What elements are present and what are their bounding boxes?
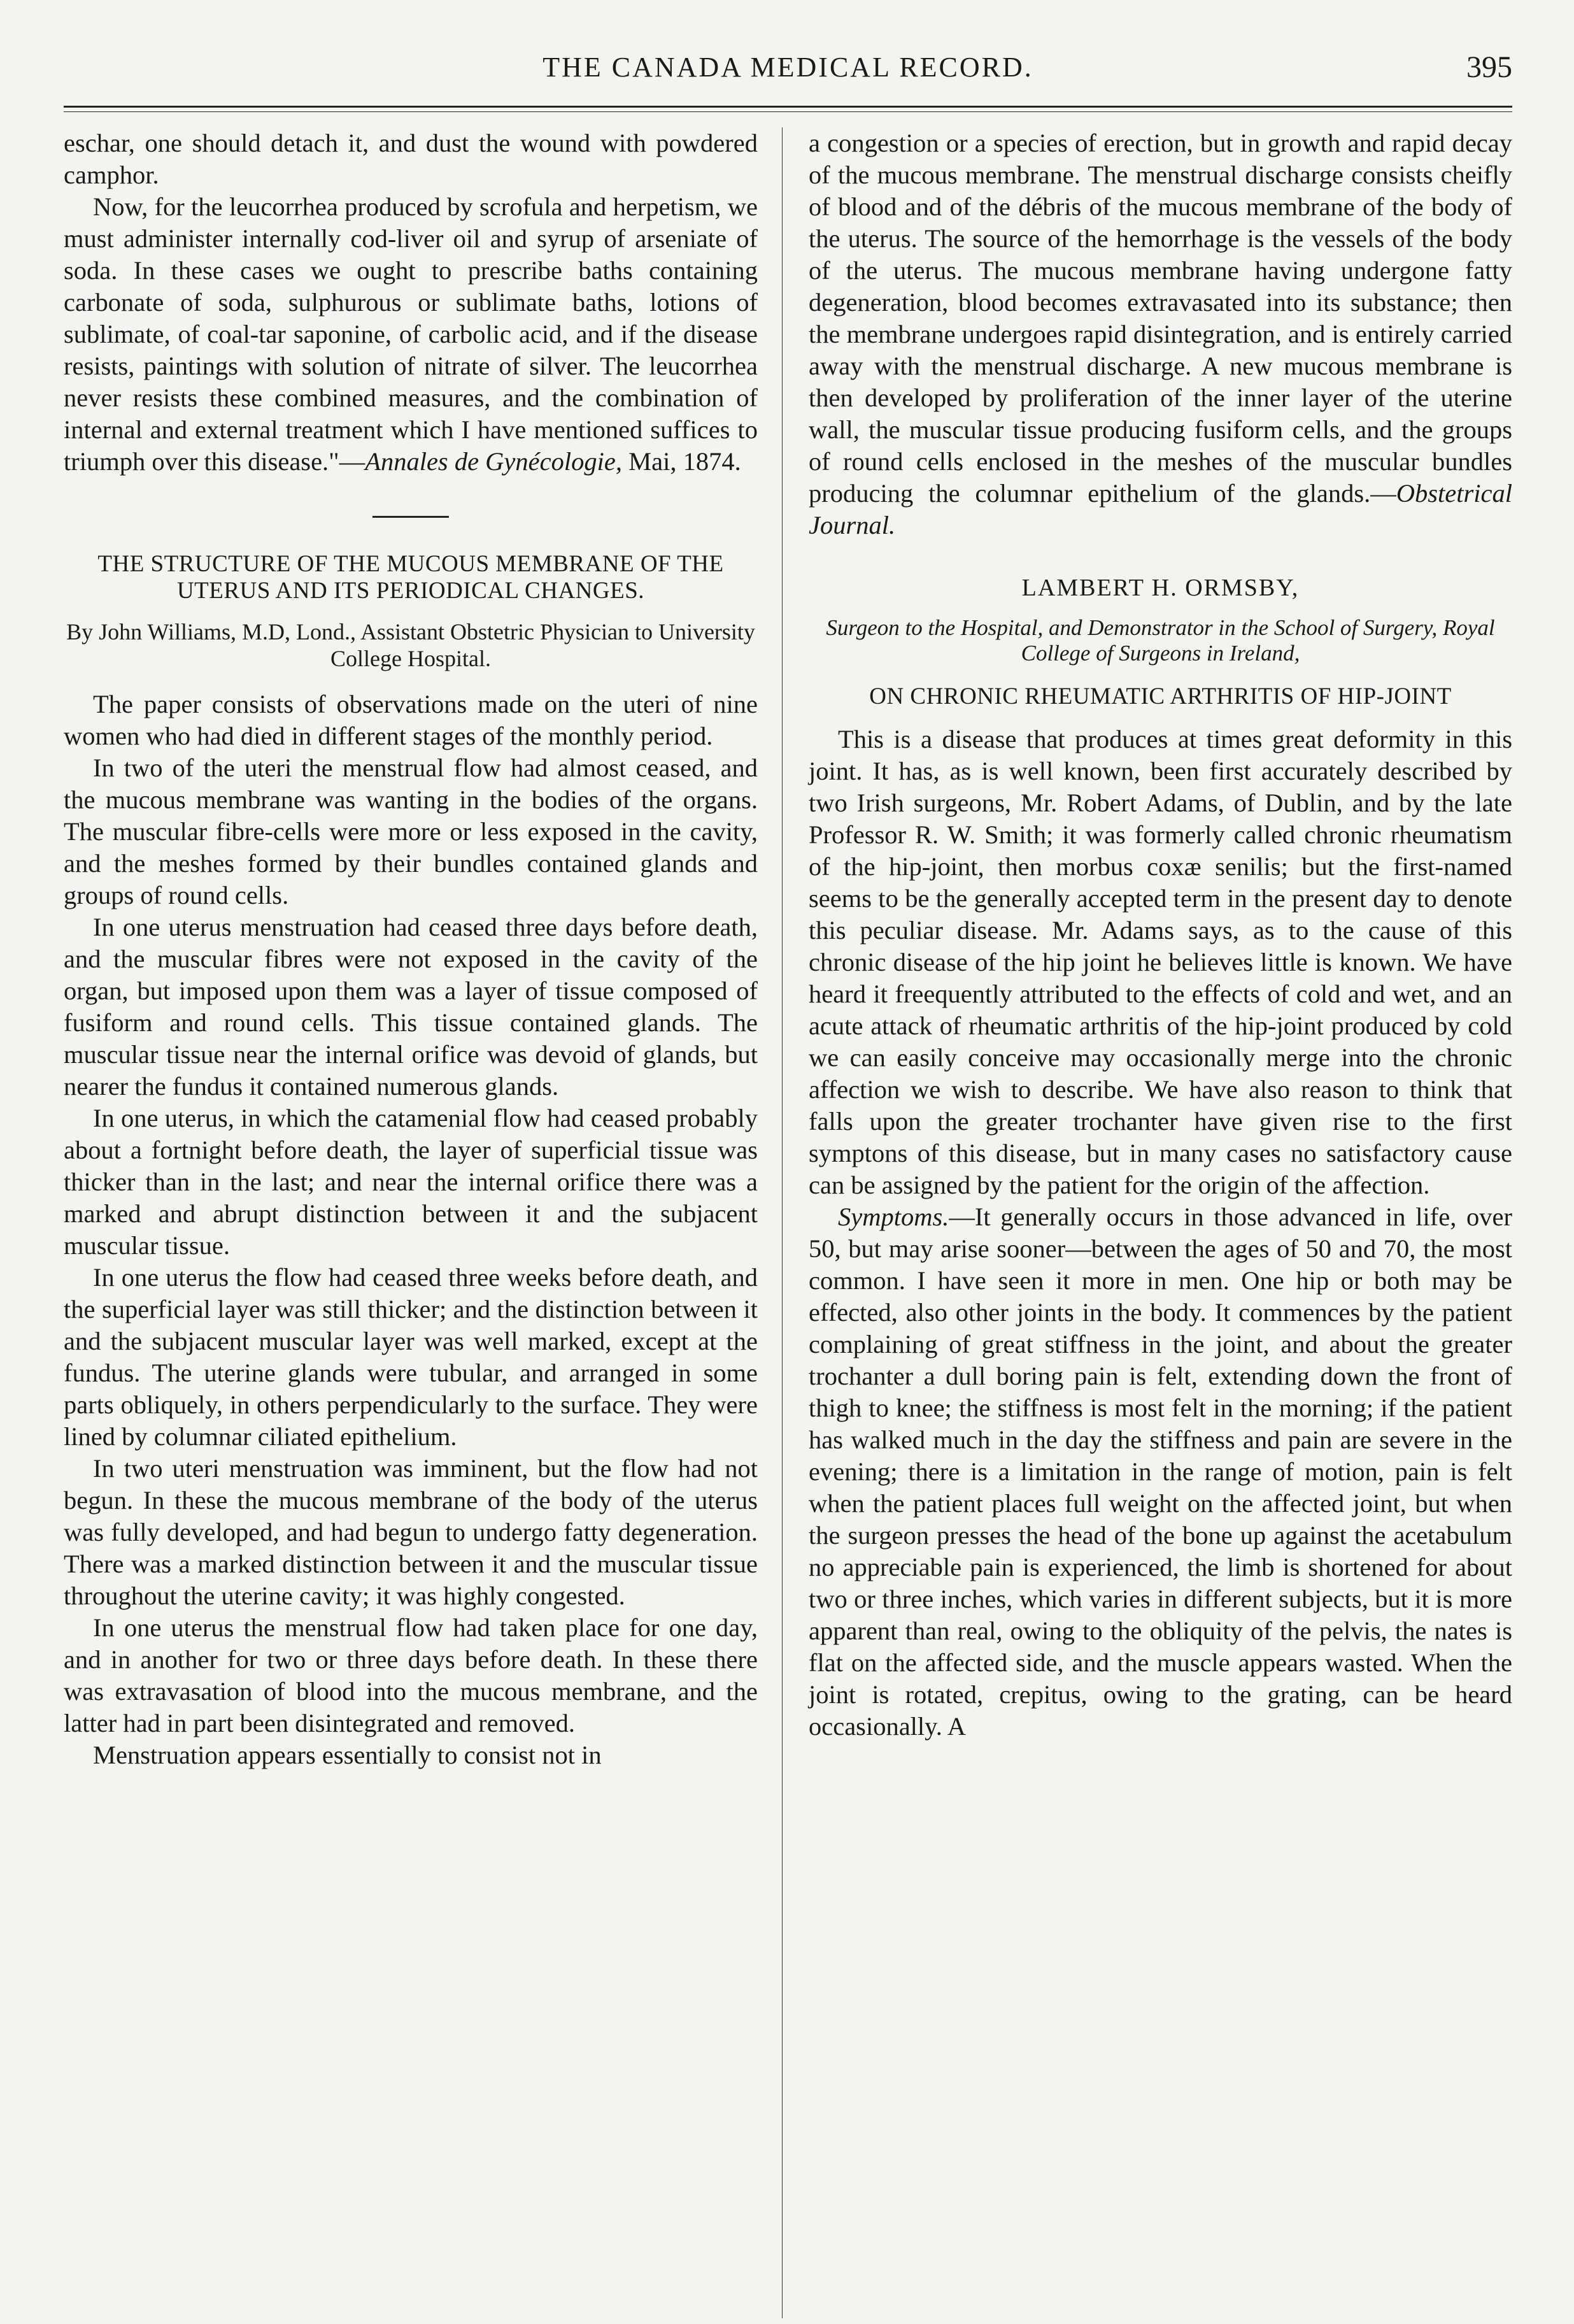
- page: [64, 38, 1512, 2306]
- citation-source: Annales de Gynécologie,: [365, 447, 622, 476]
- paragraph-text: a congestion or a species of erection, but in growth and rapid decay of the mucous membrane. The menstrual discharge consists cheifly of blood and of the débris of the mucous membrane of the body of the uterus. The source of the hemorrhage is the vessels of the body of the uterus. The mucous membrane having undergone fatty degeneration, blood becomes extravasated into its substance; then the membrane undergoes rapid disintegration, and is entirely carried away with the menstrual discharge. A new mucous membrane is then developed by proliferation of the inner layer of the uterine wall, the muscular tissue producing fusiform cells, and the groups of round cells enclosed in the meshes of the muscular bundles producing the columnar epithelium of the glands.—: [809, 129, 1512, 508]
- paragraph: [809, 1201, 1512, 1743]
- section-divider: [372, 516, 449, 518]
- paragraph: eschar, one should detach it, and dust the wound with powdered camphor.: [64, 129, 758, 189]
- paragraph: In one uterus, in which the catamenial flow had ceased probably about a fortnight before death, the layer of superficial tissue was thicker than in the last; and near the internal orifice there was a marked and abrupt distinction between it and the subjacent muscular tissue.: [64, 1104, 758, 1260]
- author-name: LAMBERT H. ORMSBY,: [1021, 574, 1300, 601]
- paragraph-text: Now, for the leucorrhea produced by scrofula and herpetism, we must administer internally cod-liver oil and syrup of arseniate of soda. In these cases we ought to prescribe baths containing carbonate of soda, sulphurous or sublimate baths, lotions of sublimate, of coal-tar saponine, of carbolic acid, and if the disease resists, paintings with solution of nitrate of silver. The leucorrhea never resists these combined measures, and the combination of internal and external treatment which I have mentioned suffices to triumph over this disease."—: [64, 192, 758, 476]
- section-title: ON CHRONIC RHEUMATIC ARTHRITIS OF HIP-JOINT: [869, 683, 1452, 709]
- paragraph: In one uterus the menstrual flow had taken place for one day, and in another for two or three days before death. In these there was extravasation of blood into the mucous membrane, and the latter had in part been disintegrated and removed.: [64, 1613, 758, 1737]
- article-title: THE STRUCTURE OF THE MUCOUS MEMBRANE OF THE UTERUS AND ITS PERIODICAL CHANGES.: [97, 551, 724, 604]
- column-divider: [782, 127, 783, 2318]
- running-head: [64, 38, 1512, 89]
- header-rule-thin: [64, 111, 1512, 112]
- citation-source: Obstetrical Journal.: [809, 479, 1512, 539]
- journal-title: THE CANADA MEDICAL RECORD.: [542, 52, 1033, 83]
- paragraph: Menstruation appears essentially to consist not in: [93, 1741, 602, 1769]
- paragraph: In one uterus the flow had ceased three weeks before death, and the superficial layer was still thicker; and the distinction between it and the subjacent muscular layer was well marked, except at the fundus. The uterine glands were tubular, and arranged in some parts obliquely, in others perpendicularly to the surface. They were lined by columnar ciliated epithelium.: [64, 1263, 758, 1451]
- paragraph: [809, 127, 1512, 541]
- paragraph-lead: Symptoms.: [838, 1202, 949, 1231]
- author-affiliation: Surgeon to the Hospital, and Demonstrator in the School of Surgery, Royal College of Surgeons in Ireland,: [826, 615, 1495, 666]
- paragraph: This is a disease that produces at times great deformity in this joint. It has, as is well known, been first accurately described by two Irish surgeons, Mr. Robert Adams, of Dublin, and by the late Professor R. W. Smith; it was formerly called chronic rheumatism of the hip-joint, then morbus coxæ senilis; but the first-named seems to be the generally accepted term in the present day to denote this peculiar disease. Mr. Adams says, as to the cause of this chronic disease of the hip joint he believes little is known. We have heard it freequently attributed to the effects of cold and wet, and an acute attack of rheumatic arthritis of the hip-joint produced by cold we can easily conceive may occasionally merge into the chronic affection we wish to describe. We have also reason to think that falls upon the greater trochanter have given rise to the first symptons of this disease, but in many cases no satisfactory cause can be assigned by the patient for the origin of the affection.: [809, 725, 1512, 1199]
- right-column: [809, 127, 1512, 1743]
- paragraph: [64, 191, 758, 478]
- paragraph: In two of the uteri the menstrual flow had almost ceased, and the mucous membrane was wanting in the bodies of the organs. The muscular fibre-cells were more or less exposed in the cavity, and the meshes formed by their bundles contained glands and groups of round cells.: [64, 753, 758, 909]
- header-rule: [64, 106, 1512, 108]
- body-columns: [64, 127, 1512, 2306]
- page-number: 395: [1466, 50, 1512, 84]
- paragraph: In one uterus menstruation had ceased three days before death, and the muscular fibres were not exposed in the cavity of the organ, but imposed upon them was a layer of tissue composed of fusiform and round cells. This tissue contained glands. The muscular tissue near the internal orifice was devoid of glands, but nearer the fundus it contained numerous glands.: [64, 913, 758, 1101]
- citation-date: Mai, 1874.: [621, 447, 741, 476]
- paragraph: In two uteri menstruation was imminent, but the flow had not begun. In these the mucous membrane of the body of the uterus was fully developed, and had begun to undergo fatty degeneration. There was a marked distinction between it and the muscular tissue throughout the uterine cavity; it was highly congested.: [64, 1454, 758, 1610]
- paragraph-text: —It generally occurs in those advanced in life, over 50, but may arise sooner—between the ages of 50 and 70, the most common. I have seen it more in men. One hip or both may be effected, also other joints in the body. It commences by the patient complaining of great stiffness in the joint, and about the greater trochanter a dull boring pain is felt, extending down the front of thigh to knee; the stiffness is most felt in the morning; if the patient has walked much in the day the stiffness and pain are severe in the evening; there is a limitation in the range of motion, pain is felt when the patient places full weight on the affected joint, but when the surgeon presses the head of the bone up against the acetabulum no appreciable pain is experienced, the limb is shortened for about two or three inches, which varies in different subjects, but it is more apparent than real, owing to the obliquity of the pelvis, the nates is flat on the affected side, and the muscle appears wasted. When the joint is rotated, crepitus, owing to the grating, can be heard occasionally. A: [809, 1202, 1512, 1741]
- paragraph: The paper consists of observations made on the uteri of nine women who had died in different stages of the monthly period.: [64, 690, 758, 750]
- left-column: [64, 127, 758, 1771]
- article-byline: By John Williams, M.D, Lond., Assistant Obstetric Physician to University College Hospital.: [66, 619, 755, 671]
